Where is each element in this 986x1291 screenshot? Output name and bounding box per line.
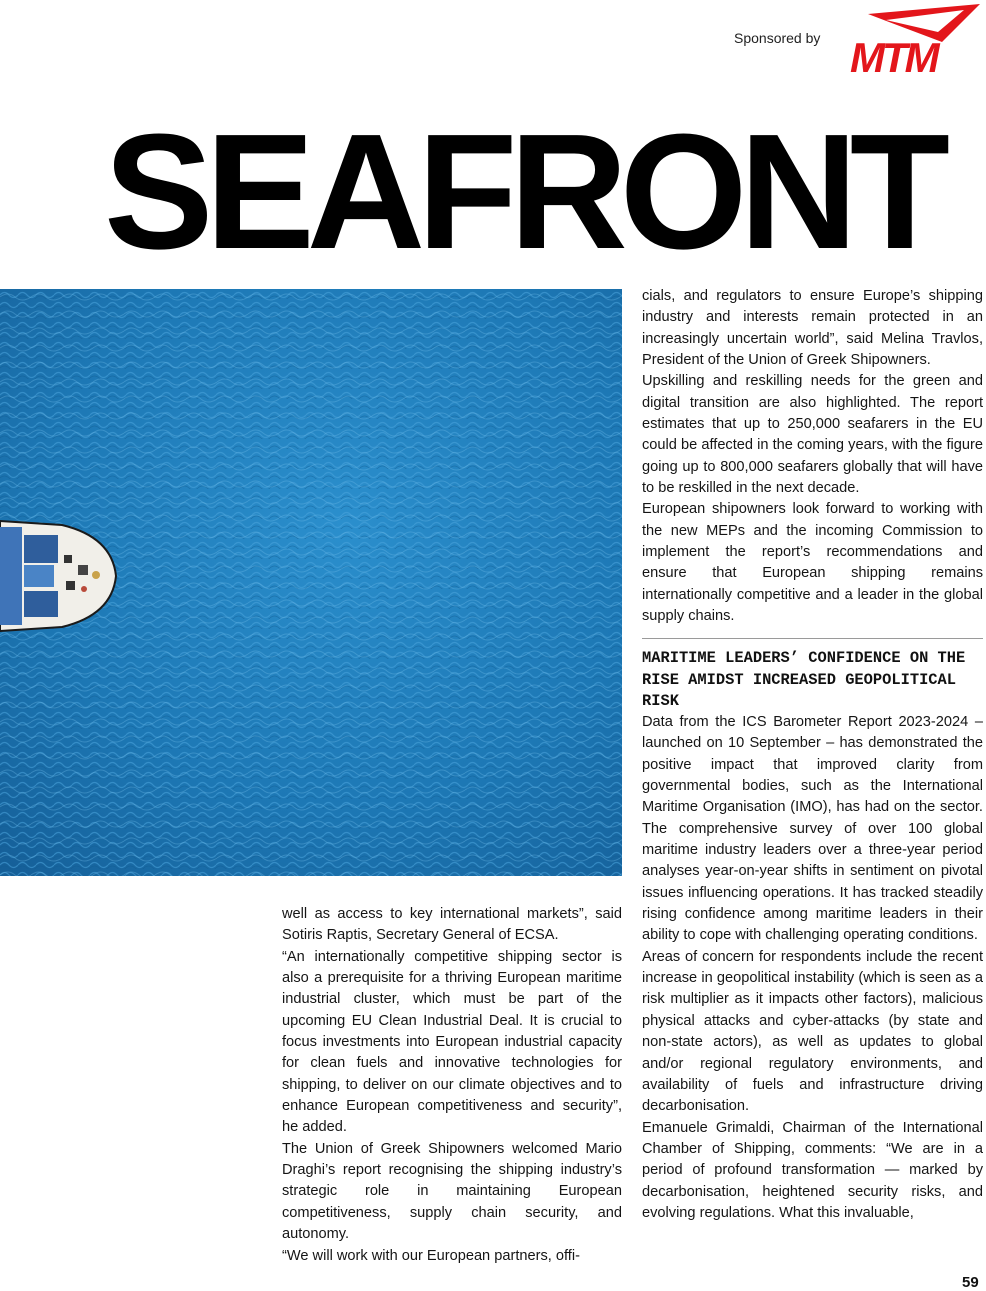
article-column-right-top xyxy=(642,286,983,628)
paragraph: Areas of concern for respondents include the recent increase in geopolitical instability (which is seen as a risk multiplier as it impacts other factors), malicious physical attacks and cyber-attacks (by state and non-state actors), as well as updates to global and/or regional regulatory environments, and availability of fuels and infrastructure driving decarbonisation. xyxy=(642,948,983,1115)
paragraph: “We will work with our European partners, offi- xyxy=(282,1247,580,1264)
mtm-logo xyxy=(846,2,984,76)
paragraph: cials, and regulators to ensure Europe’s shipping industry and interests remain protected in an increasingly uncertain world”, said Melina Travlos, President of the Union of Greek Shipowners. xyxy=(642,288,983,369)
sea-ship-photo xyxy=(0,289,622,876)
paragraph: European shipowners look forward to working with the new MEPs and the incoming Commission to implement the report’s recommendations and ensure that European shipping remains internationally competitive and a leader in the global supply chains. xyxy=(642,501,983,625)
paragraph: Data from the ICS Barometer Report 2023-2024 – launched on 10 September – has demonstrated the positive impact that improved clarity from governmental bodies, such as the International Maritime Organisation (IMO), has had on the sector. The comprehensive survey of over 100 global maritime industry leaders over a three-year period analyses year-on-year shifts in sentiment on pivotal issues influencing operations. It has tracked steadily rising confidence among maritime leaders in their ability to cope with challenging operating conditions. xyxy=(642,714,983,944)
section-divider xyxy=(642,638,983,639)
sponsor-label: Sponsored by xyxy=(734,30,821,46)
paragraph: Upskilling and reskilling needs for the green and digital transition are also highlighted. The report estimates that up to 250,000 seafarers in the EU could be affected in the coming years, with the figure going up to 800,000 seafarers globally that will have to be reskilled in the next decade. xyxy=(642,373,983,497)
section-heading: MARITIME LEADERS’ CONFIDENCE ON THE RISE AMIDST INCREASED GEOPOLITICAL RISK xyxy=(642,649,966,710)
page-number: 59 xyxy=(962,1274,979,1291)
paragraph: “An internationally competitive shipping sector is also a prerequisite for a thriving European maritime industrial cluster, which must be part of the upcoming EU Clean Industrial Deal. It is crucial to focus investments into European industrial capacity for clean fuels and innovative technologies for shipping, to deliver on our climate objectives and to enhance European competitiveness and security”, he added. xyxy=(282,948,622,1136)
masthead-title: SEAFRONT xyxy=(104,100,942,283)
article-column-left xyxy=(282,904,622,1267)
paragraph: well as access to key international markets”, said Sotiris Raptis, Secretary General of ECSA. xyxy=(282,906,622,944)
paragraph: The Union of Greek Shipowners welcomed Mario Draghi’s report recognising the shipping industry’s strategic role in maintaining European competitiveness, supply chain security, and autonomy. xyxy=(282,1140,622,1243)
article-column-right-bottom xyxy=(642,712,983,1224)
logo-lettering: MTM xyxy=(850,34,937,76)
paragraph: Emanuele Grimaldi, Chairman of the International Chamber of Shipping, comments: “We are in a period of profound transformation — marked by decarbonisation, heightened security risks, and evolving regulations. What this invaluable, xyxy=(642,1119,983,1221)
